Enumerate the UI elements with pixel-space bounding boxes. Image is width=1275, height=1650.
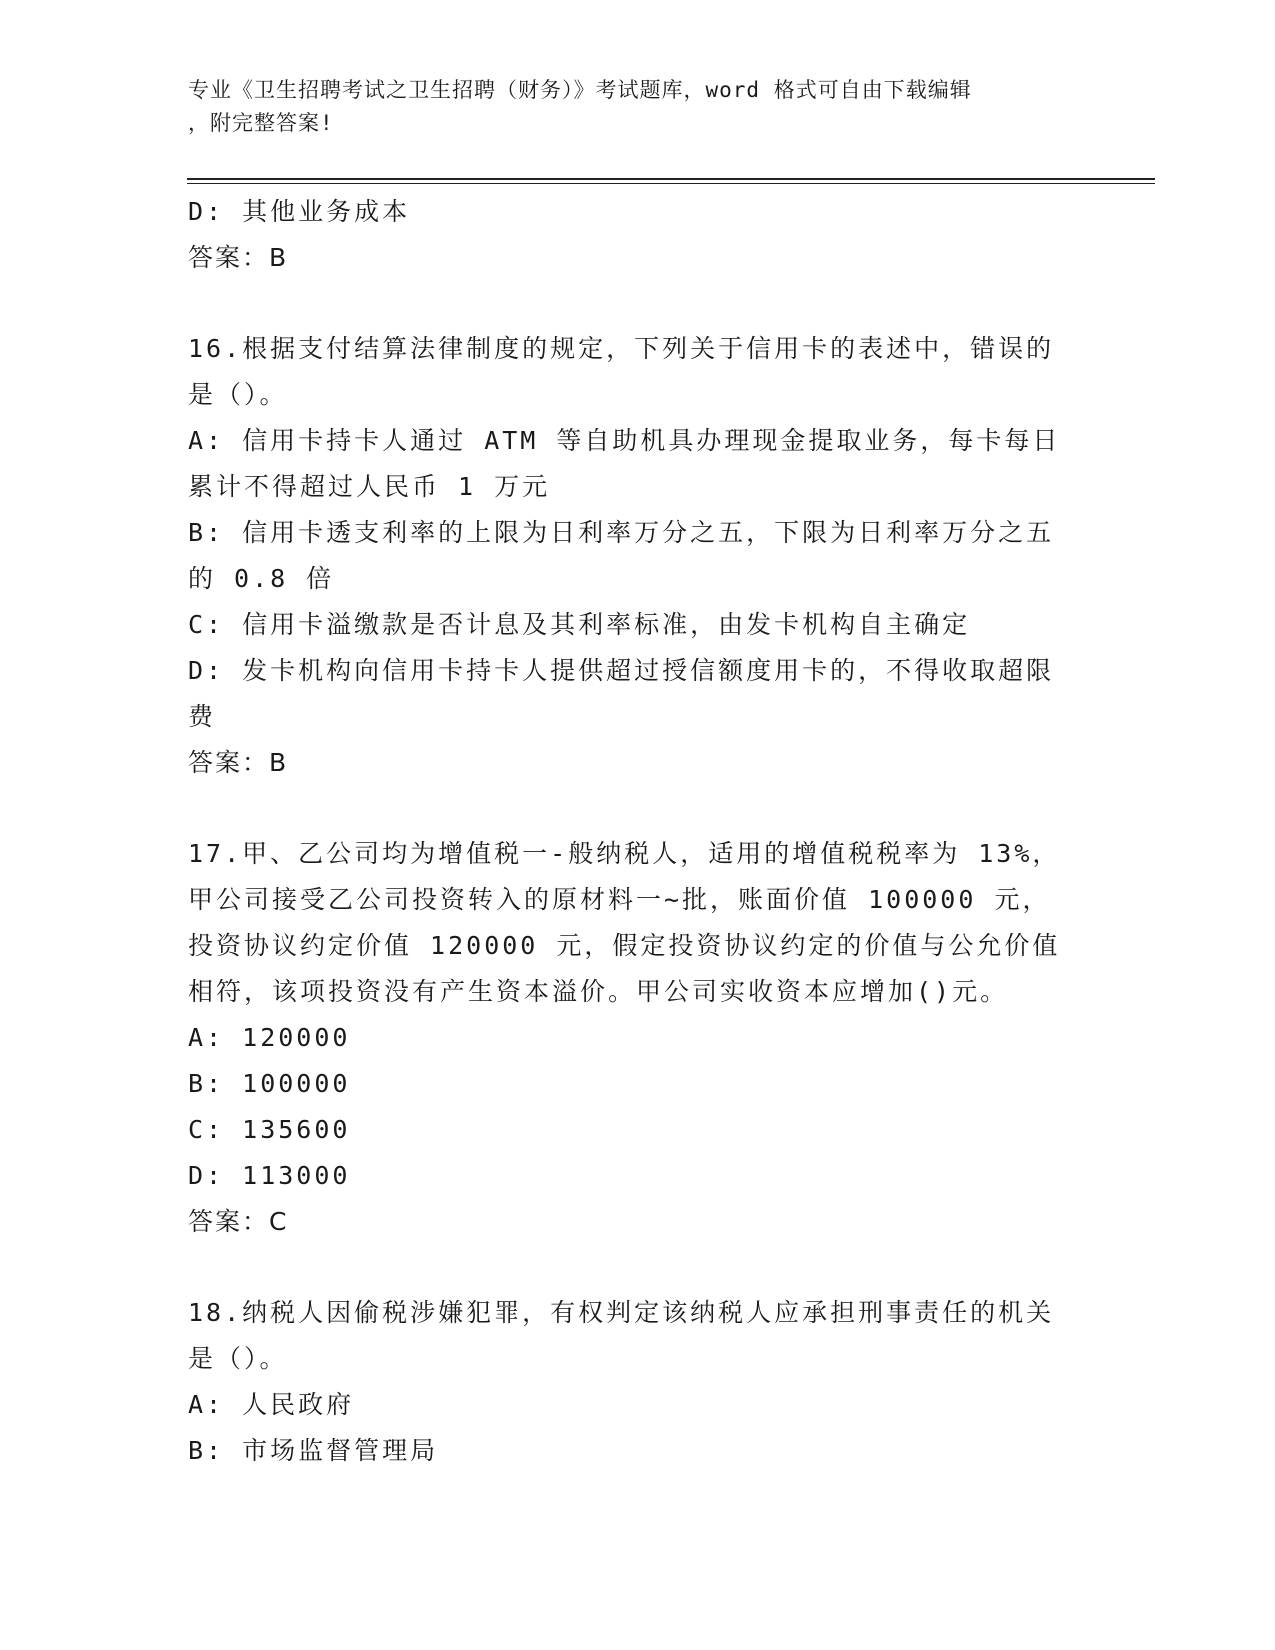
question-17-option-a: A: 120000 [188,1023,351,1052]
document-header [188,74,1088,140]
question-18 [188,1290,1088,1474]
question-18-option-a: A: 人民政府 [188,1390,355,1419]
question-16-option-d: D: 发卡机构向信用卡持卡人提供超过授信额度用卡的，不得收取超限费 [188,656,1055,731]
question-16 [188,326,1088,786]
question-18-option-b: B: 市场监督管理局 [188,1436,439,1465]
spacer [188,1245,1088,1290]
question-17-option-c: C: 135600 [188,1115,351,1144]
question-17 [188,831,1088,1245]
question-17-option-b: B: 100000 [188,1069,351,1098]
question-17-option-d: D: 113000 [188,1161,351,1190]
header-divider-thin [187,183,1155,184]
prev-answer: 答案：B [188,243,289,272]
question-18-stem: 18.纳税人因偷税涉嫌犯罪，有权判定该纳税人应承担刑事责任的机关是（）。 [188,1298,1055,1373]
header-line-1: 专业《卫生招聘考试之卫生招聘（财务）》考试题库，word 格式可自由下载编辑 [188,78,972,102]
question-16-option-c: C: 信用卡溢缴款是否计息及其利率标准，由发卡机构自主确定 [188,610,971,639]
question-17-answer: 答案：C [188,1207,289,1236]
question-16-answer: 答案：B [188,748,289,777]
header-line-2: ，附完整答案! [188,111,334,135]
question-17-stem: 17.甲、乙公司均为增值税一-般纳税人，适用的增值税税率为 13%，甲公司接受乙公司投资转入的原材料一~批，账面价值 100000 元，投资协议约定价值 120000 元，假定投资协议约定的价值与公允价值相符，该项投资没有产生资本溢价。甲公司实收资本应增加()元。 [188,839,1061,1006]
spacer [188,786,1088,831]
question-16-stem: 16.根据支付结算法律制度的规定，下列关于信用卡的表述中，错误的是（）。 [188,334,1055,409]
prev-option-d: D: 其他业务成本 [188,197,411,226]
question-content [188,189,1088,1474]
question-16-option-b: B: 信用卡透支利率的上限为日利率万分之五，下限为日利率万分之五的 0.8 倍 [188,518,1055,593]
spacer [188,281,1088,326]
header-divider-thick [187,178,1155,180]
question-16-option-a: A: 信用卡持卡人通过 ATM 等自助机具办理现金提取业务，每卡每日累计不得超过人民币 1 万元 [188,426,1061,501]
